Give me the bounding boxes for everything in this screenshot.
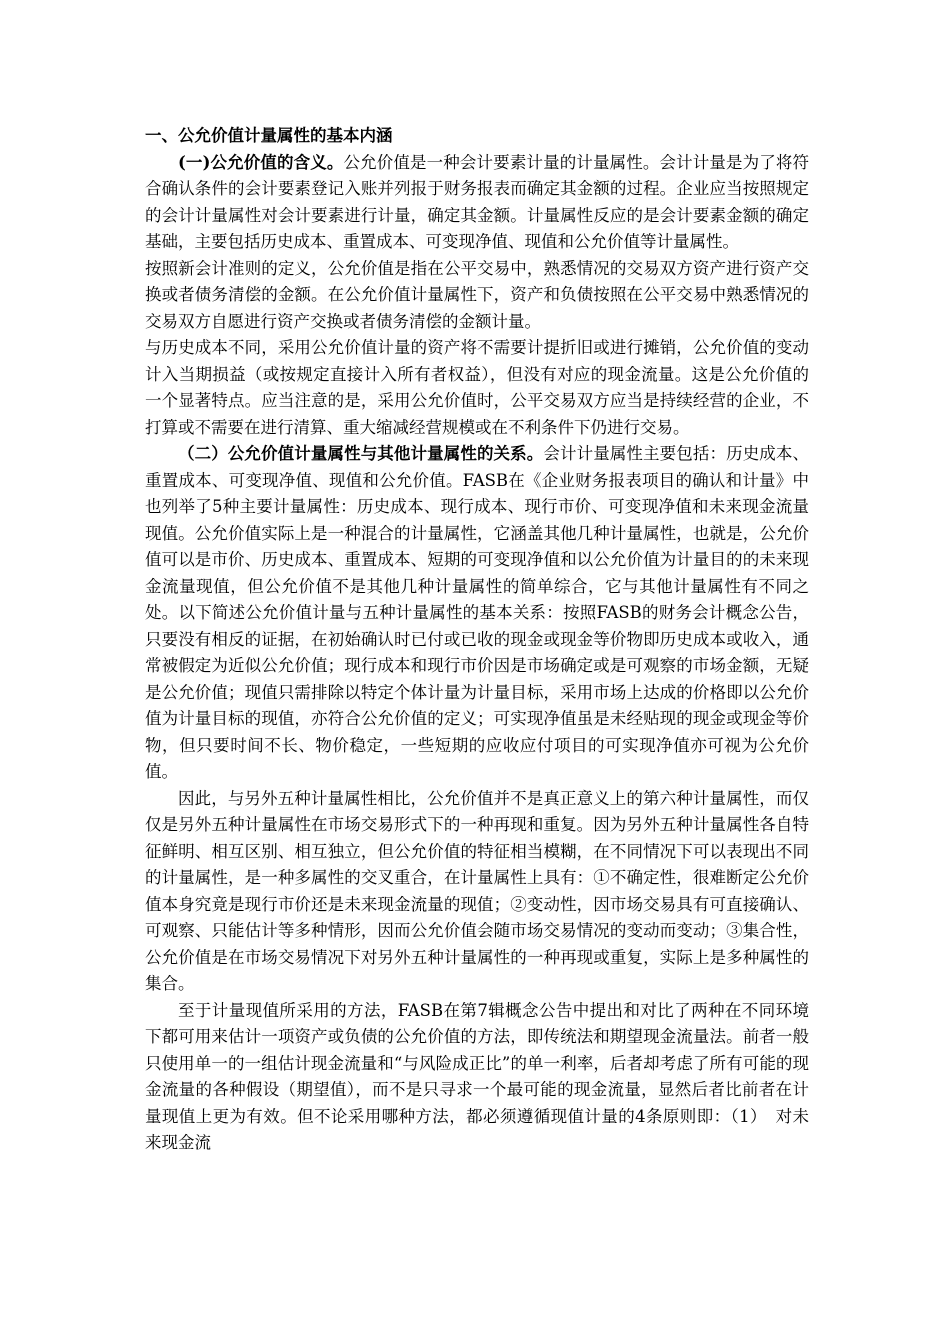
section-title: 一、公允价值计量属性的基本内涵 [145,126,393,145]
paragraph-relationship [145,441,809,786]
paragraph-historical-cost-contrast: 与历史成本不同，采用公允价值计量的资产将不需要计提折旧或进行摊销，公允价值的变动计入当期损益（或按规定直接计入所有者权益），但没有对应的现金流量。这是公允价值的一个显著特点。应当注意的是，采用公允价值时，公平交易双方应当是持续经营的企业，不打算或不需要在进行清算、重大缩减经营规模或在不利条件下仍进行交易。 [145,338,809,437]
paragraph-body-text: 公允价值是一种会计要素计量的计量属性。会计计量是为了将符合确认条件的会计要素登记入账并列报于财务报表而确定其金额的过程。企业应当按照规定的会计计量属性对会计要素进行计量，确定其金额。计量属性反应的是会计要素金额的确定基础，主要包括历史成本、重置成本、可变现净值、现值和公允价值等计量属性。 [145,152,809,251]
paragraph-lead-heading: （二）公允价值计量属性与其他计量属性的关系。 [178,444,544,463]
paragraph-fair-value-meaning [145,150,809,256]
paragraph-therefore: 因此，与另外五种计量属性相比，公允价值并不是真正意义上的第六种计量属性，而仅仅是另外五种计量属性在市场交易形式下的一种再现和重复。因为另外五种计量属性各自特征鲜明、相互区别、相互独立，但公允价值的特征相当模糊，在不同情况下可以表现出不同的计量属性，是一种多属性的交叉重合，在计量属性上具有：①不确定性，很难断定公允价值本身究竟是现行市价还是未来现金流量的现值；②变动性，因市场交易具有可直接确认、可观察、只能估计等多种情形，因而公允价值会随市场交易情况的变动而变动；③集合性，公允价值是在市场交易情况下对另外五种计量属性的一种再现或重复，实际上是多种属性的集合。 [145,788,809,993]
paragraph-definition: 按照新会计准则的定义，公允价值是指在公平交易中，熟悉情况的交易双方资产进行资产交换或者债务清偿的金额。在公允价值计量属性下，资产和负债按照在公平交易中熟悉情况的交易双方自愿进行资产交换或者债务清偿的金额计量。 [145,258,809,331]
paragraph-present-value-methods: 至于计量现值所采用的方法，FASB在第7辑概念公告中提出和对比了两种在不同环境下都可用来估计一项资产或负债的公允价值的方法，即传统法和期望现金流量法。前者一般只使用单一的一组估计现金流量和“与风险成正比”的单一利率，后者却考虑了所有可能的现金流量的各种假设（期望值），而不是只寻求一个最可能的现金流量，显然后者比前者在计量现值上更为有效。但不论采用哪种方法，都必须遵循现值计量的4条原则即：（1） 对未来现金流 [145,1000,809,1152]
paragraph-lead-heading: (一)公允价值的含义。 [178,152,344,172]
document-body [145,123,809,1157]
paragraph-body-text: 会计计量属性主要包括：历史成本、重置成本、可变现净值、现值和公允价值。FASB在《企业财务报表项目的确认和计量》中也列举了5种主要计量属性：历史成本、现行成本、现行市价、可变现净值和未来现金流量现值。公允价值实际上是一种混合的计量属性，它涵盖其他几种计量属性，也就是，公允价值可以是市价、历史成本、重置成本、短期的可变现净值和以公允价值为计量目的的未来现金流量现值，但公允价值不是其他几种计量属性的简单综合，它与其他计量属性有不同之处。以下简述公允价值计量与五种计量属性的基本关系：按照FASB的财务会计概念公告，只要没有相反的证据，在初始确认时已付或已收的现金或现金等价物即历史成本或收入，通常被假定为近似公允价值；现行成本和现行市价因是市场确定或是可观察的市场金额，无疑是公允价值；现值只需排除以特定个体计量为计量目标，采用市场上达成的价格即以公允价值为计量目标的现值，亦符合公允价值的定义；可实现净值虽是未经贴现的现金或现金等价物，但只要时间不长、物价稳定，一些短期的应收应付项目的可实现净值亦可视为公允价值。 [145,444,810,781]
